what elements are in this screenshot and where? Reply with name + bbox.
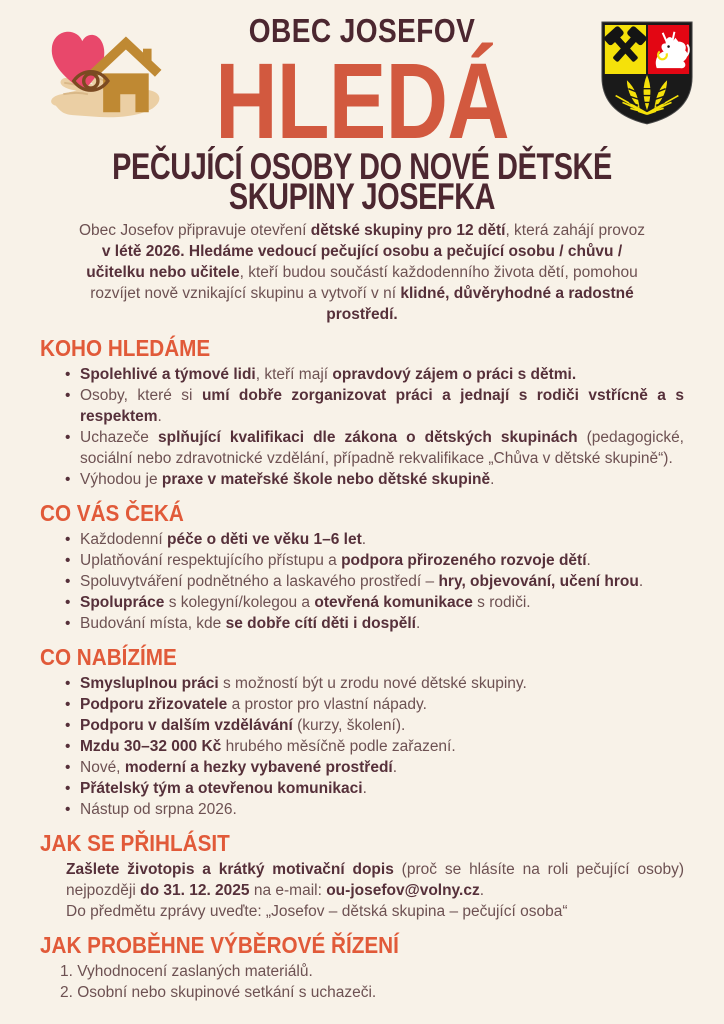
text: , kteří budou součástí každodenního života dětí, pomohou rozvíjet nově vznikající skupinu a vytvoří v ní (90, 263, 638, 302)
email-address: ou-josefov@volny.cz (326, 881, 480, 899)
list-item (66, 571, 684, 592)
bold-text: klidné, důvěryhodné a radostné prostředí. (326, 284, 634, 323)
text: (proč se hlásíte na roli pečující osoby) nejpozději (66, 860, 684, 899)
list-item (66, 592, 684, 613)
text: Vyhodnocení zaslaných materiálů. (77, 962, 313, 980)
bold-text: hry, objevování, učení hrou (438, 572, 639, 590)
text: Každodenní (80, 530, 168, 548)
list-item (66, 385, 684, 427)
bold-text: Zašlete životopis a krátký motivační dopis (66, 860, 394, 878)
text: . (362, 779, 367, 797)
subtitle-line-2: SKUPINY JOSEFKA (228, 175, 496, 217)
application-instructions (66, 859, 684, 901)
text: Výhodou je (80, 470, 162, 488)
text: na e-mail: (249, 881, 327, 899)
list-item (66, 799, 684, 820)
text: Spoluvytváření podnětného a laskavého prostředí – (80, 572, 439, 590)
bold-text: v létě 2026. Hledáme vedoucí pečující osobu a pečující osobu / chůvu / učitelku nebo učitele (86, 242, 623, 281)
bold-text: splňující kvalifikaci dle zákona o dětských skupinách (157, 428, 578, 446)
list-item (66, 364, 684, 385)
bold-text: Mzdu 30–32 000 Kč (80, 737, 222, 755)
text: . (392, 758, 398, 776)
text: . (415, 614, 421, 632)
bold-text: podpora přirozeného rozvoje dětí (341, 551, 587, 569)
text: Osobní nebo skupinové setkání s uchazeči. (77, 983, 377, 1001)
text: (kurzy, školení). (292, 716, 406, 734)
bold-text: dětské skupiny pro 12 dětí (310, 221, 506, 239)
text: hrubého měsíčně podle zařazení. (221, 737, 456, 755)
list-item (66, 715, 684, 736)
text: . (361, 530, 367, 548)
subtitle-line-1: PEČUJÍCÍ OSOBY DO NOVÉ DĚTSKÉ (112, 145, 612, 187)
text: , která zahájí provoz (505, 221, 646, 239)
text: . (479, 881, 485, 899)
list-item (66, 736, 684, 757)
text: Osoby, které si (80, 386, 202, 404)
list-item (60, 961, 684, 982)
bold-text: Přátelský tým a otevřenou komunikaci (80, 779, 363, 797)
co-nabizime-list (66, 673, 684, 820)
text: Obec Josefov připravuje otevření (78, 221, 311, 239)
poster-header (0, 0, 724, 217)
list-item (66, 694, 684, 715)
org-title: OBEC JOSEFOV (248, 12, 476, 49)
text: . (490, 470, 495, 488)
bold-text: opravdový zájem o práci s dětmi. (332, 365, 577, 383)
bold-text: Smysluplnou práci (80, 674, 219, 692)
bold-text: do 31. 12. 2025 (140, 881, 250, 899)
text: s kolegyní/kolegou a (164, 593, 315, 611)
bold-text: Spolupráce (80, 593, 165, 611)
koho-hledame-list (66, 364, 684, 490)
list-item (60, 982, 684, 1003)
bold-text: Podporu zřizovatele (80, 695, 228, 713)
section-heading-koho-hledame: KOHO HLEDÁME (40, 334, 211, 361)
bold-text: moderní a hezky vybavené prostředí (124, 758, 393, 776)
text: Uchazeče (80, 428, 158, 446)
list-item (66, 757, 684, 778)
section-jak-se-prihlasit (40, 829, 684, 922)
bold-text: se dobře cítí děti i dospělí (225, 614, 416, 632)
text: s možností být u zrodu nové dětské skupiny. (218, 674, 527, 692)
list-item (66, 778, 684, 799)
section-koho-hledame (40, 334, 684, 490)
bold-text: péče o děti ve věku 1–6 let (167, 530, 362, 548)
section-heading-jak-probehne: JAK PROBĚHNE VÝBĚROVÉ ŘÍZENÍ (40, 931, 399, 958)
text: . (586, 551, 591, 569)
list-item (66, 673, 684, 694)
bold-text: umí dobře zorganizovat práci a jednají s rodiči vstřícně a s respektem (80, 386, 684, 425)
section-heading-co-nabizime: CO NABÍZÍME (40, 643, 177, 670)
section-heading-jak-se-prihlasit: JAK SE PŘIHLÁSIT (40, 829, 230, 856)
bold-text: Podporu v dalším vzdělávání (80, 716, 293, 734)
text: . (157, 407, 162, 425)
text: Nové, (80, 758, 125, 776)
list-item (66, 529, 684, 550)
text: a prostor pro vlastní nápady. (227, 695, 427, 713)
bold-text: Spolehlivé a týmové lidi (80, 365, 256, 383)
text: . (638, 572, 644, 590)
text: s rodiči. (472, 593, 531, 611)
headline: HLEDÁ (215, 39, 509, 161)
text: Nástup od srpna 2026. (80, 800, 237, 818)
poster-body (0, 220, 724, 1003)
co-vas-ceka-list (66, 529, 684, 634)
list-item (66, 427, 684, 469)
list-item (66, 613, 684, 634)
text: Uplatňování respektujícího přístupu a (80, 551, 342, 569)
list-item (66, 469, 684, 490)
list-item (66, 550, 684, 571)
section-co-vas-ceka (40, 499, 684, 634)
section-jak-probehne (40, 931, 684, 1003)
bold-text: otevřená komunikace (314, 593, 473, 611)
text: (pedagogické, sociální nebo zdravotnické vzdělání, případně rekvalifikace „Chůva v dětské skupině“). (80, 428, 684, 467)
text: Budování místa, kde (80, 614, 226, 632)
section-heading-co-vas-ceka: CO VÁS ČEKÁ (40, 499, 184, 526)
section-co-nabizime (40, 643, 684, 820)
subtitle (0, 145, 724, 217)
selection-steps-list (60, 961, 684, 1003)
email-subject-instruction (66, 901, 684, 922)
text: , kteří mají (255, 365, 333, 383)
bold-text: praxe v mateřské škole nebo dětské skupině (161, 470, 491, 488)
intro-paragraph (74, 220, 650, 325)
text: Do předmětu zprávy uveďte: „Josefov – dětská skupina – pečující osoba“ (66, 902, 568, 920)
